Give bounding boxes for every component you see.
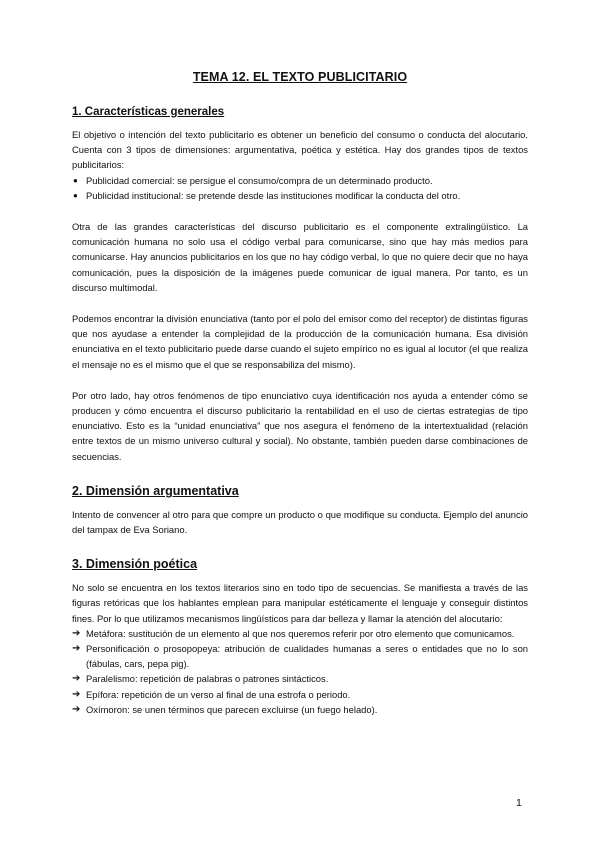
list-item-text: Publicidad institucional: se pretende desde las instituciones modificar la conducta del otro. (86, 189, 461, 201)
section-heading: 2. Dimensión argumentativa (72, 483, 239, 498)
list-item-text: Metáfora: sustitución de un elemento al que nos queremos referir por otro elemento que comunicamos. (86, 627, 515, 639)
list-item (72, 188, 528, 203)
list-item-text: Publicidad comercial: se persigue el consumo/compra de un determinado producto. (86, 174, 433, 186)
page-content (72, 70, 528, 733)
list-item-text: Paralelismo: repetición de palabras o patrones sintácticos. (86, 673, 329, 685)
list-item (72, 671, 528, 686)
bullet-list (72, 173, 528, 203)
section-heading: 3. Dimensión poética (72, 557, 198, 572)
bullet-icon: ● (73, 175, 78, 185)
list-item (72, 173, 528, 188)
section-caracteristicas (72, 106, 528, 464)
list-item (72, 626, 528, 641)
arrow-icon: ➔ (72, 627, 81, 639)
section-heading: 1. Características generales (72, 106, 225, 118)
document-title: TEMA 12. EL TEXTO PUBLICITARIO (192, 70, 408, 84)
arrow-icon: ➔ (72, 643, 81, 655)
paragraph: Otra de las grandes características del discurso publicitario es el componente extralingüístico. La comunicación humana no solo usa el código verbal para comunicarse, sino que hay más medios para comunicarse. Hay anuncios publicitarios en los que no hay código verbal, lo que no quiere decir que no haya comunicación, pues la disposición de la imágenes puede comunicar de igual manera. Por tanto, es un discurso multimodal. (72, 221, 528, 293)
list-item-text: Epífora: repetición de un verso al final de una estrofa o periodo. (86, 688, 351, 700)
page-number: 1 (516, 797, 522, 809)
paragraph: Intento de convencer al otro para que compre un producto o que modifique su conducta. Ejemplo del anuncio del tampax de Eva Soriano. (72, 508, 528, 536)
paragraph: El objetivo o intención del texto publicitario es obtener un beneficio del consumo o conducta del alocutario. Cuenta con 3 tipos de dimensiones: argumentativa, poética y estética. Hay dos grandes tipos de textos publicitarios: (72, 129, 528, 171)
list-item (72, 687, 528, 702)
paragraph: Podemos encontrar la división enunciativa (tanto por el polo del emisor como del receptor) de distintas figuras que nos ayudase a entender la complejidad de la producción de la comunicación humana. Esa división enunciativa en el texto publicitario puede darse cuando el sujeto empírico no es igual al locutor (el que realiza el mensaje no es el mismo que el que se responsabiliza del mismo). (72, 313, 528, 370)
list-item (72, 702, 528, 717)
paragraph: No solo se encuentra en los textos literarios sino en todo tipo de secuencias. Se manifiesta a través de las figuras retóricas que los hablantes emplean para manipular estéticamente el lenguaje y conseguir distintos fines. Por lo que utilizamos mecanismos lingüísticos para dar belleza y llamar la atención del alocutario: (72, 582, 528, 624)
paragraph: Por otro lado, hay otros fenómenos de tipo enunciativo cuya identificación nos ayuda a entender cómo se producen y cómo encuentra el discurso publicitario la rentabilidad en el uso de ciertas estrategias de tipo enunciativo. Esto es la “unidad enunciativa” que nos asegura el fenómeno de la intertextualidad (relación entre textos de un mismo universo cultural y social). No obstante, también pueden darse combinaciones de secuencias. (72, 389, 528, 462)
list-item-text: Oxímoron: se unen términos que parecen excluirse (un fuego helado). (86, 703, 378, 715)
arrow-list (72, 626, 528, 717)
list-item (72, 641, 528, 671)
list-item-text: Personificación o prosopopeya: atribución de cualidades humanas a seres o entidades que no lo son (fábulas, cars, pepa pig). (86, 643, 528, 670)
arrow-icon: ➔ (72, 703, 81, 715)
section-argumentativa (72, 484, 528, 537)
arrow-icon: ➔ (72, 688, 81, 700)
bullet-icon: ● (73, 190, 78, 200)
section-poetica (72, 557, 528, 717)
arrow-icon: ➔ (72, 673, 81, 685)
